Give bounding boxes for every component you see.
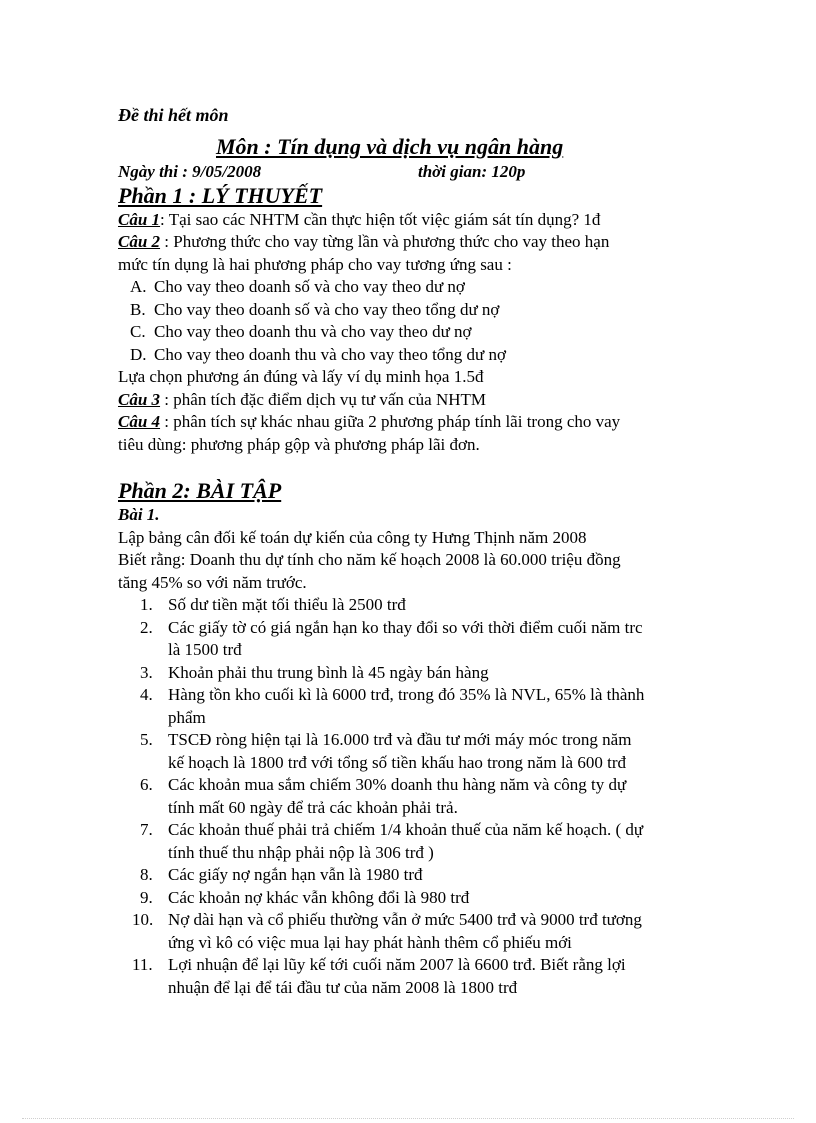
list-item <box>118 864 718 887</box>
option-b-letter: B. <box>130 299 146 319</box>
item-text: Các khoản mua sắm chiếm 30% doanh thu hàng năm và công ty dự <box>168 775 627 794</box>
item-text: ứng vì kô có việc mua lại hay phát hành thêm cổ phiếu mới <box>168 932 572 952</box>
question-1-label: Câu 1 <box>118 209 161 229</box>
option-a-text: Cho vay theo doanh số và cho vay theo dư nợ <box>154 277 465 296</box>
option-b-text: Cho vay theo doanh số và cho vay theo tổng dư nợ <box>154 299 500 319</box>
item-text: Lợi nhuận để lại lũy kế tới cuối năm 2007 là 6600 trđ. Biết rằng lợi <box>168 955 626 974</box>
question-4-text-line2: tiêu dùng: phương pháp gộp và phương pháp lãi đơn. <box>118 434 480 454</box>
item-number: 5. <box>140 730 153 749</box>
page-footer-divider <box>22 1118 794 1119</box>
list-item <box>118 729 718 774</box>
item-text: là 1500 trđ <box>168 640 242 659</box>
item-text: Các khoản nợ khác vẫn không đổi là 980 trđ <box>168 887 470 907</box>
item-text: Số dư tiền mặt tối thiểu là 2500 trđ <box>168 595 406 614</box>
option-c <box>130 321 718 344</box>
part1-title: Phần 1 : LÝ THUYẾT <box>118 182 323 208</box>
item-text: Nợ dài hạn và cổ phiếu thường vẫn ở mức 5400 trđ và 9000 trđ tương <box>168 910 642 929</box>
question-2-text-line1: : Phương thức cho vay từng lần và phương thức cho vay theo hạn <box>160 232 610 251</box>
item-text: Các khoản thuế phải trả chiếm 1/4 khoản thuế của năm kế hoạch. ( dự <box>168 820 644 839</box>
item-number: 7. <box>140 820 153 839</box>
question-3-text: : phân tích đặc điểm dịch vụ tư vấn của NHTM <box>160 389 487 409</box>
item-text: tính thuế thu nhập phải nộp là 306 trđ ) <box>168 842 434 862</box>
question-2-label: Câu 2 <box>118 232 161 251</box>
question-2 <box>118 231 718 254</box>
exercise-1-intro-line2: Biết rằng: Doanh thu dự tính cho năm kế hoạch 2008 là 60.000 triệu đồng <box>118 550 621 569</box>
section-spacer <box>118 456 718 478</box>
question-1 <box>118 209 718 232</box>
question-1-text: : Tại sao các NHTM cần thực hiện tốt việc giám sát tín dụng? 1đ <box>160 209 601 229</box>
exercise-1-intro-line1: Lập bảng cân đối kế toán dự kiến của công ty Hưng Thịnh năm 2008 <box>118 527 587 547</box>
item-text: Hàng tồn kho cuối kì là 6000 trđ, trong đó 35% là NVL, 65% là thành <box>168 685 645 704</box>
part2-title: Phần 2: BÀI TẬP <box>118 478 282 503</box>
item-number: 8. <box>140 865 153 884</box>
exam-time: thời gian: 120p <box>418 161 526 181</box>
question-4-label: Câu 4 <box>118 412 161 431</box>
exam-document <box>118 104 718 999</box>
question-4-text-line1: : phân tích sự khác nhau giữa 2 phương pháp tính lãi trong cho vay <box>160 412 621 431</box>
exam-date-row <box>118 161 718 183</box>
item-number: 1. <box>140 595 153 614</box>
option-d-text: Cho vay theo doanh thu và cho vay theo tổng dư nợ <box>154 344 507 364</box>
exercise-1-intro-line3: tăng 45% so với năm trước. <box>118 572 307 592</box>
list-item <box>118 909 718 954</box>
question-2-options <box>118 276 718 366</box>
list-item <box>118 662 718 685</box>
option-d-letter: D. <box>130 344 147 364</box>
exercise-1-items <box>118 594 718 999</box>
question-2-text-line2: mức tín dụng là hai phương pháp cho vay tương ứng sau : <box>118 254 512 274</box>
list-item <box>118 774 718 819</box>
exam-heading: Đề thi hết môn <box>118 105 229 125</box>
list-item <box>118 684 718 729</box>
item-text: Khoản phải thu trung bình là 45 ngày bán hàng <box>168 662 489 682</box>
list-item <box>118 954 718 999</box>
item-text: tính mất 60 ngày để trả các khoản phải trả. <box>168 797 458 817</box>
item-text: TSCĐ ròng hiện tại là 16.000 trđ và đầu tư mới máy móc trong năm <box>168 730 632 749</box>
list-item <box>118 594 718 617</box>
item-number: 3. <box>140 662 153 682</box>
list-item <box>118 819 718 864</box>
exercise-1-title: Bài 1. <box>118 505 160 524</box>
question-3 <box>118 389 718 412</box>
item-number: 11. <box>132 955 153 974</box>
item-text: Các giấy nợ ngắn hạn vẫn là 1980 trđ <box>168 865 423 884</box>
item-text: Các giấy tờ có giá ngắn hạn ko thay đổi so với thời điểm cuối năm trc <box>168 617 643 637</box>
item-number: 2. <box>140 617 153 637</box>
list-item <box>118 887 718 910</box>
question-3-label: Câu 3 <box>118 389 161 409</box>
subject-title: Môn : Tín dụng và dịch vụ ngân hàng <box>216 133 564 159</box>
item-number: 4. <box>140 685 153 704</box>
item-number: 10. <box>132 910 154 929</box>
question-4 <box>118 411 718 434</box>
item-text: nhuận để lại để tái đầu tư của năm 2008 là 1800 trđ <box>168 977 518 997</box>
item-number: 9. <box>140 887 153 907</box>
item-number: 6. <box>140 775 153 794</box>
question-2-instruction: Lựa chọn phương án đúng và lấy ví dụ minh họa 1.5đ <box>118 367 484 386</box>
option-d <box>130 344 718 367</box>
item-text: phẩm <box>168 707 206 727</box>
option-c-text: Cho vay theo doanh thu và cho vay theo dư nợ <box>154 322 472 341</box>
option-a <box>130 276 718 299</box>
option-b <box>130 299 718 322</box>
item-text: kế hoạch là 1800 trđ với tổng số tiền khấu hao trong năm là 600 trđ <box>168 752 626 772</box>
exam-date: Ngày thi : 9/05/2008 <box>118 161 262 181</box>
option-c-letter: C. <box>130 322 146 341</box>
list-item <box>118 617 718 662</box>
option-a-letter: A. <box>130 277 147 296</box>
